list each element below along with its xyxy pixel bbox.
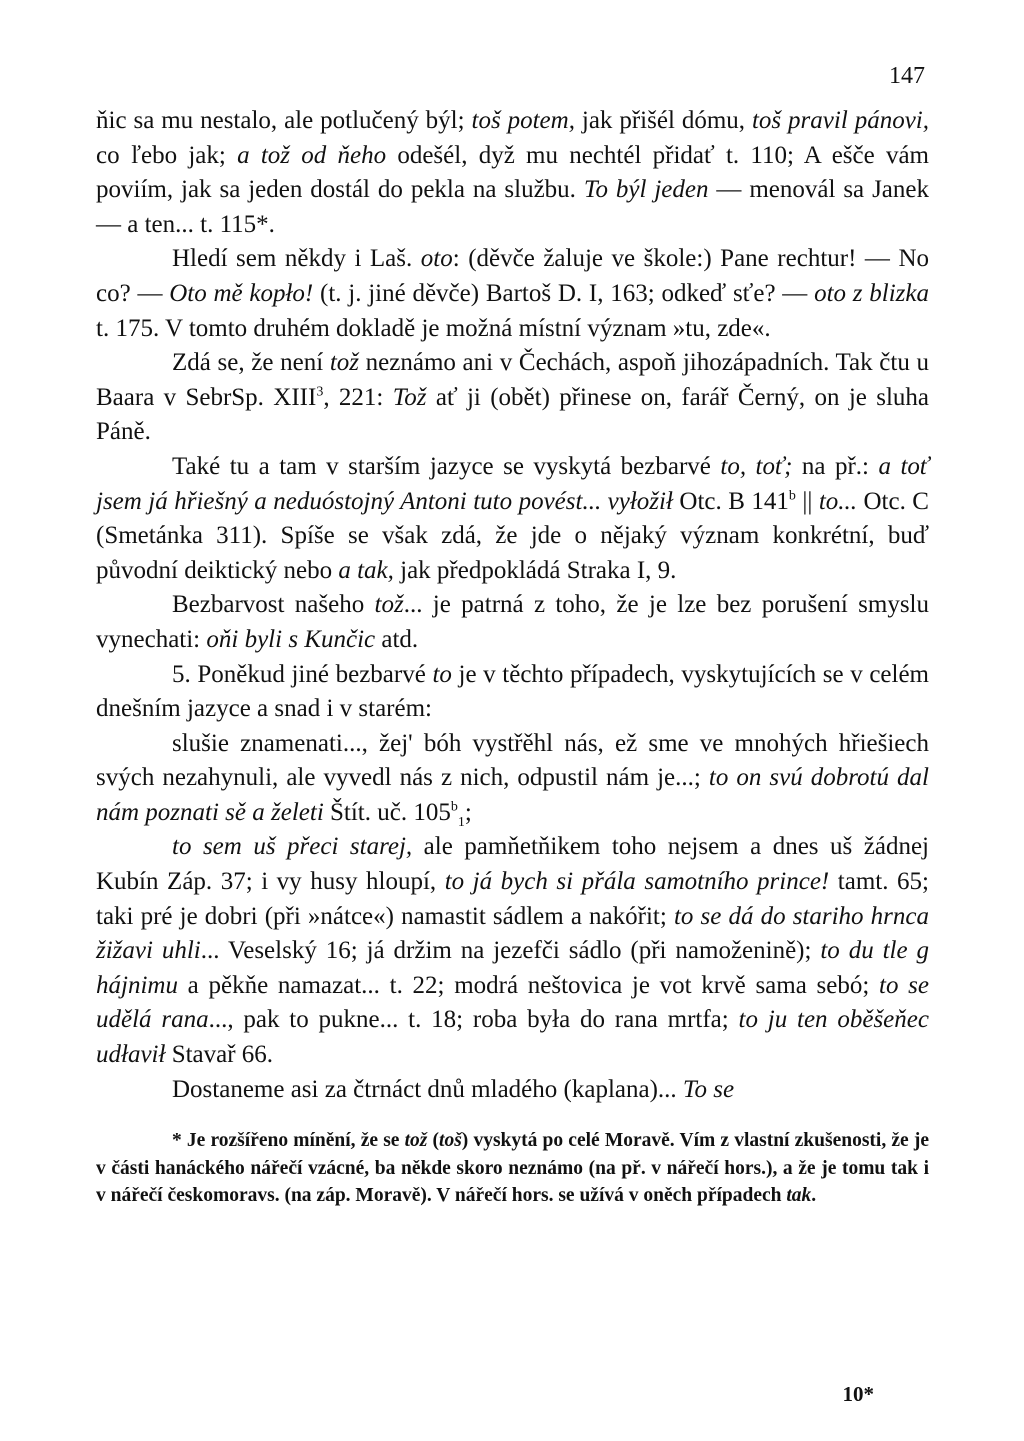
italic-text-run: to sem uš přeci starej,	[172, 833, 413, 861]
paragraph	[96, 242, 929, 346]
text-run: ||	[795, 487, 819, 515]
text-run: odešél, dyž mu nechtél přidať t. 110; A ešče vám poviím, jak sa jeden dostál do pekla na službu.	[96, 141, 929, 204]
italic-text-run: to...	[818, 487, 858, 515]
italic-text-run: to já bych si přála samotního prince!	[444, 868, 830, 896]
body-text	[96, 104, 929, 1107]
italic-text-run: oto z blizka	[814, 279, 929, 307]
text-run: , 221:	[323, 383, 393, 411]
italic-text-run: tož	[374, 591, 404, 619]
italic-text-run: toš	[439, 1130, 462, 1152]
text-run: Také tu a tam v starším jazyce se vyskytá bezbarvé	[172, 452, 721, 480]
text-run: neznámo ani v Čechách, aspoň jihozápadních. Tak čtu u Baara v SebrSp. XIII	[96, 349, 929, 411]
italic-text-run: tož	[404, 1130, 428, 1152]
italic-text-run: oňi byli s Kunčic	[206, 625, 376, 653]
text-run: : (děvče žaluje ve škole:) Pane rechtur! — No co? —	[96, 245, 929, 307]
text-run: ňic sa mu nestalo, ale potlučený býl;	[96, 107, 472, 134]
page-number: 147	[889, 63, 925, 89]
italic-text-run: To se	[682, 1075, 735, 1103]
text-run: Bezbarvost našeho	[172, 591, 375, 619]
italic-text-run: a toť jsem já hřiešný a neduóstojný Antoni tuto povést... vyłožił	[96, 452, 930, 515]
text-run: t. 175. V tomto druhém dokladě je možná místní význam »tu, zde«.	[96, 314, 771, 342]
footnote	[96, 1127, 929, 1210]
text-run: ... Veselský 16; já držim na jezefči sádlo (při namoženině);	[200, 937, 821, 965]
text-run: ať ji (obět) přinese on, farář Černý, on je sluha Páně.	[96, 383, 929, 446]
text-run: jak předpokládá Straka I, 9.	[393, 556, 677, 584]
text-run: je v těchto případech, vyskytujících se v celém dnešním jazyce a snad i v starém:	[96, 660, 929, 723]
italic-text-run: toš pravil pánovi,	[751, 107, 929, 134]
text-run: ale pamňetňikem toho nejsem a dnes uš žádnej Kubín Záp. 37; i vy husy hloupí,	[96, 833, 929, 896]
italic-text-run: Oto mě kopło!	[169, 279, 314, 307]
text-run: slušie znamenati..., žej' bóh vystřěhl nás, ež sme ve mnohých hřiešiech svých nezahynuli, ale vyvedl nás z nich, odpustil nám je...;	[96, 729, 929, 792]
italic-text-run: a tak,	[338, 556, 394, 584]
paragraph	[96, 830, 929, 1072]
superscript-text: b	[788, 488, 796, 504]
italic-text-run: to du tle g hájnimu	[96, 937, 929, 999]
paragraph	[96, 658, 929, 727]
text-run: a pěkňe namazat... t. 22; modrá neštovica je vot krvě sama sebó;	[177, 971, 880, 999]
italic-text-run: To býl jeden	[583, 176, 709, 204]
italic-text-run: tak	[786, 1185, 812, 1207]
text-run: ) vyskytá po celé Moravě. Vím z vlastní zkušenosti, že je v části hanáckého nářečí vzácné, ba někde skoro neznámo (na př. v nářečí hors.), a že je tomu tak i v nářečí českomoravs. (na záp. Moravě). V nářečí hors. se užívá v oněch případech	[96, 1130, 929, 1207]
italic-text-run: to on svú dobrotú dal nám poznati sě a želeti	[96, 764, 929, 826]
italic-text-run: oto	[420, 245, 453, 273]
text-run: Zdá se, že není	[172, 349, 330, 377]
text-run: (t. j. jiné děvče) Bartoš D. I, 163; odkeď sťe? —	[313, 279, 815, 307]
superscript-text: 3	[316, 384, 324, 400]
italic-text-run: toš potem,	[471, 107, 575, 134]
paragraph	[96, 1073, 929, 1108]
paragraph	[96, 346, 929, 450]
italic-text-run: to se udělá rana	[96, 971, 929, 1034]
text-run: 5. Poněkud jiné bezbarvé	[172, 660, 433, 688]
text-run: — menovál sa Janek — a ten... t. 115*.	[96, 176, 929, 238]
text-run: Stavař 66.	[165, 1041, 274, 1069]
text-run: atd.	[375, 625, 419, 653]
text-run: Otc. B 141	[672, 487, 789, 515]
footnote-paragraph	[96, 1127, 929, 1210]
text-run: Otc. C (Smetánka 311). Spíše se však zdá, že jde o nějaký význam konkrétní, buď původní deiktický nebo	[96, 487, 929, 584]
superscript-text: b	[450, 799, 458, 815]
italic-text-run: to	[432, 660, 452, 688]
text-run: .	[811, 1185, 817, 1207]
italic-text-run: a tož od ňeho	[237, 141, 387, 169]
text-run: * Je rozšířeno mínění, že se	[172, 1130, 405, 1152]
printer-signature-mark: 10*	[842, 1382, 874, 1406]
text-run: ..., pak to pukne... t. 18; roba była do rana mrtfa;	[208, 1006, 739, 1034]
text-run: Dostaneme asi za čtrnáct dnů mladého (kaplana)...	[172, 1075, 683, 1103]
text-run: ;	[464, 798, 472, 826]
text-run: na př.:	[792, 452, 879, 480]
italic-text-run: to ju ten oběšeňec udłavił	[96, 1006, 929, 1069]
italic-text-run: Tož	[392, 383, 427, 411]
text-run: (	[427, 1130, 440, 1152]
text-run: tamt. 65; taki pré je dobri (při »nátce«) namastit sádlem a nakóřit;	[96, 868, 929, 930]
paragraph	[96, 588, 929, 657]
text-run: co ľebo jak;	[96, 141, 238, 169]
italic-text-run: to, toť;	[720, 452, 793, 480]
text-run: jak přišél dómu,	[574, 107, 752, 134]
paragraph	[96, 450, 929, 588]
paragraph	[96, 727, 929, 831]
paragraph	[96, 104, 929, 242]
text-run: Štít. uč. 105	[323, 798, 451, 826]
subscript-text: 1	[457, 814, 465, 830]
italic-text-run: tož	[329, 349, 359, 377]
italic-text-run: to se dá do stariho hrnca žižavi uhli	[96, 902, 929, 965]
text-run: ... je patrná z toho, že je lze bez porušení smyslu vynechati:	[96, 591, 929, 653]
text-run: Hledí sem někdy i Laš.	[172, 245, 421, 273]
